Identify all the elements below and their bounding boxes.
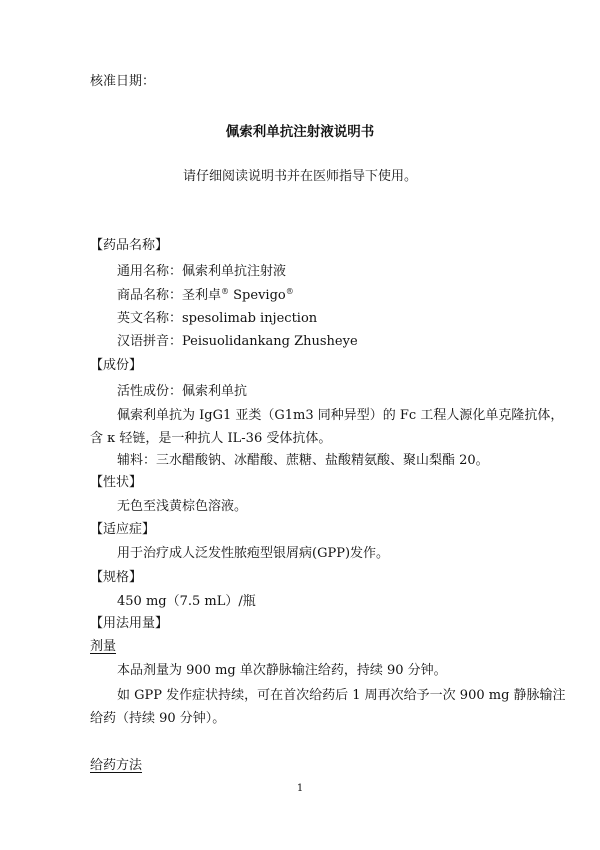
trade-name-prefix: 商品名称：圣利卓: [117, 288, 222, 303]
dosage-line3: 给药（持续 90 分钟）。: [90, 711, 226, 726]
dosage-line1: 本品剂量为 900 mg 单次静脉输注给药，持续 90 分钟。: [117, 663, 447, 678]
english-name: 英文名称：spesolimab injection: [117, 311, 318, 326]
composition-heading: 【成份】: [90, 358, 143, 373]
page-number: 1: [296, 783, 304, 794]
excipients: 辅料：三水醋酸钠、冰醋酸、蔗糖、盐酸精氨酸、聚山梨酯 20。: [117, 453, 489, 468]
trade-name: [117, 288, 294, 304]
specification-heading: 【规格】: [90, 570, 143, 585]
document-title: 佩索利单抗注射液说明书: [225, 124, 375, 140]
dosage-line2: 如 GPP 发作症状持续，可在首次给药后 1 周再次给予一次 900 mg 静脉输注: [117, 688, 566, 703]
usage-instruction: 请仔细阅读说明书并在医师指导下使用。: [182, 169, 417, 184]
registered-mark-2: ®: [285, 287, 294, 296]
drug-name-heading: 【药品名称】: [90, 238, 169, 253]
composition-description-line2: 含 κ 轻链，是一种抗人 IL-36 受体抗体。: [90, 431, 332, 446]
active-ingredient: 活性成份：佩索利单抗: [117, 384, 248, 399]
appearance-heading: 【性状】: [90, 475, 143, 490]
composition-description-line1: 佩索利单抗为 IgG1 亚类（G1m3 同种异型）的 Fc 工程人源化单克隆抗体，: [117, 408, 564, 423]
registered-mark: ®: [221, 287, 230, 296]
administration-method-subheading: 给药方法: [90, 758, 143, 773]
dosage-subheading: 剂量: [90, 639, 117, 654]
indications-text: 用于治疗成人泛发性脓疱型银屑病(GPP)发作。: [117, 546, 390, 561]
appearance-text: 无色至浅黄棕色溶液。: [117, 499, 248, 514]
indications-heading: 【适应症】: [90, 522, 156, 537]
dosage-heading: 【用法用量】: [90, 616, 169, 631]
generic-name: 通用名称：佩索利单抗注射液: [117, 264, 287, 279]
pinyin-name: 汉语拼音：Peisuolidankang Zhusheye: [117, 334, 358, 349]
approval-date-label: 核准日期：: [90, 74, 156, 89]
specification-text: 450 mg（7.5 mL）/瓶: [117, 594, 256, 609]
trade-name-english: Spevigo: [229, 288, 286, 303]
